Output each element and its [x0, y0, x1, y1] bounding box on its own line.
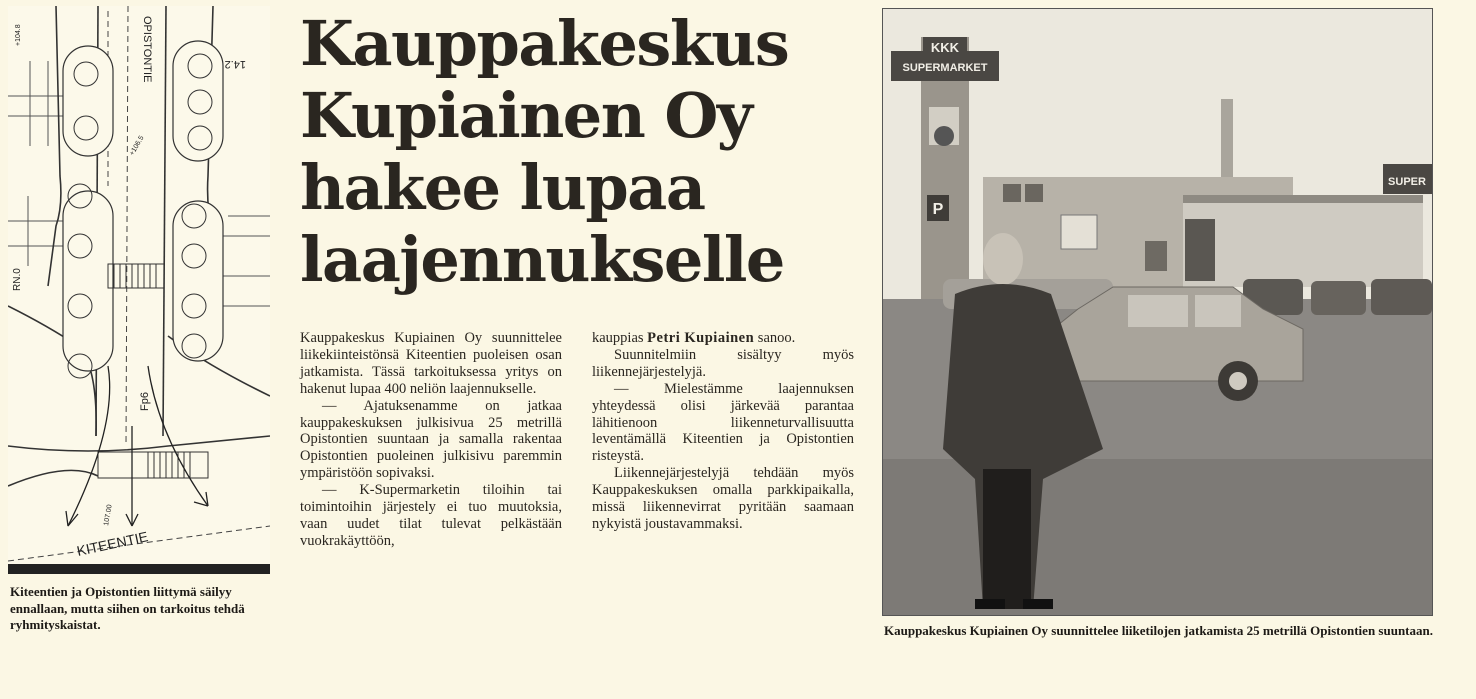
headline-line: Kupiainen Oy — [300, 79, 752, 152]
elevation-label: +106.5 — [128, 134, 146, 157]
photo-caption: Kauppakeskus Kupiainen Oy suunnittelee liiketilojen jatkamista 25 metrillä Opistontien suuntaan. — [884, 623, 1433, 638]
sign-supermarket: SUPERMARKET — [902, 62, 988, 74]
article-column-1 — [300, 330, 562, 550]
elevation-label: Fp6 — [139, 392, 151, 411]
article-paragraph: Suunnitelmiin sisältyy myös liikennejärjestelyjä. — [592, 346, 854, 380]
headline-line: laajennukselle — [300, 223, 784, 296]
headline-line: hakee lupaa — [300, 151, 705, 224]
article-paragraph: — K-Supermarketin tiloihin tai toimintoihin järjestely ei tuo muutoksia, vaan uudet tilat tulevat pelkästään vuokrakäyttöön, — [300, 482, 562, 549]
site-plan-drawing — [8, 6, 270, 574]
elevation-label: RN.0 — [12, 268, 23, 291]
elevation-label: +104.8 — [15, 24, 22, 46]
site-plan-map — [8, 6, 270, 574]
sign-parking: P — [932, 201, 944, 218]
article-headline — [300, 8, 860, 296]
article-column-2 — [592, 330, 854, 533]
street-label-kiteentie: KITEENTIE — [75, 528, 150, 559]
map-caption: Kiteentien ja Opistontien liittymä säilyy ennallaan, mutta siihen on tarkoitus tehdä ryhmityskaistat. — [10, 584, 245, 632]
article-photo — [882, 8, 1433, 616]
lead-text-end: sanoo. — [757, 330, 796, 346]
street-label-opistontie: OPISTONTIE — [141, 16, 153, 83]
elevation-label: 14.2 — [224, 58, 246, 70]
elevation-label: 107.00 — [103, 504, 114, 527]
photo-scene — [883, 9, 1432, 615]
article-paragraph: Liikennejärjestelyjä tehdään myös Kauppakeskuksen omalla parkkipaikalla, missä liikennevirrat pyritään saamaan nykyistä joustavammaksi. — [592, 465, 854, 532]
article-paragraph: — Mielestämme laajennuksen yhteydessä olisi järkevää parantaa lähitienoon liikenneturvallisuutta leventämällä Kiteentien ja Opistontien risteystä. — [592, 380, 854, 465]
article-paragraph: — Ajatuksenamme on jatkaa kauppakeskuksen julkisivua 25 metrillä Opistontien suuntaan ja samalla rakentaa Opistontien puoleinen julkisivu paremmin ympäristöön sopivaksi. — [300, 397, 562, 482]
lead-text: kauppias — [592, 330, 644, 346]
sign-right: SUPER — [1388, 176, 1426, 188]
article-paragraph: Kauppakeskus Kupiainen Oy suunnittelee liikekiinteistönsä Kiteentien puoleisen osan jatkamista. Tässä tarkoituksessa yritys on hakenut lupaa 400 neliön laajennukselle. — [300, 330, 562, 397]
article-paragraph — [592, 330, 854, 347]
person-name: Petri Kupiainen — [647, 330, 755, 346]
headline-line: Kauppakeskus — [300, 7, 789, 80]
sign-kkk: KKK — [930, 40, 960, 55]
